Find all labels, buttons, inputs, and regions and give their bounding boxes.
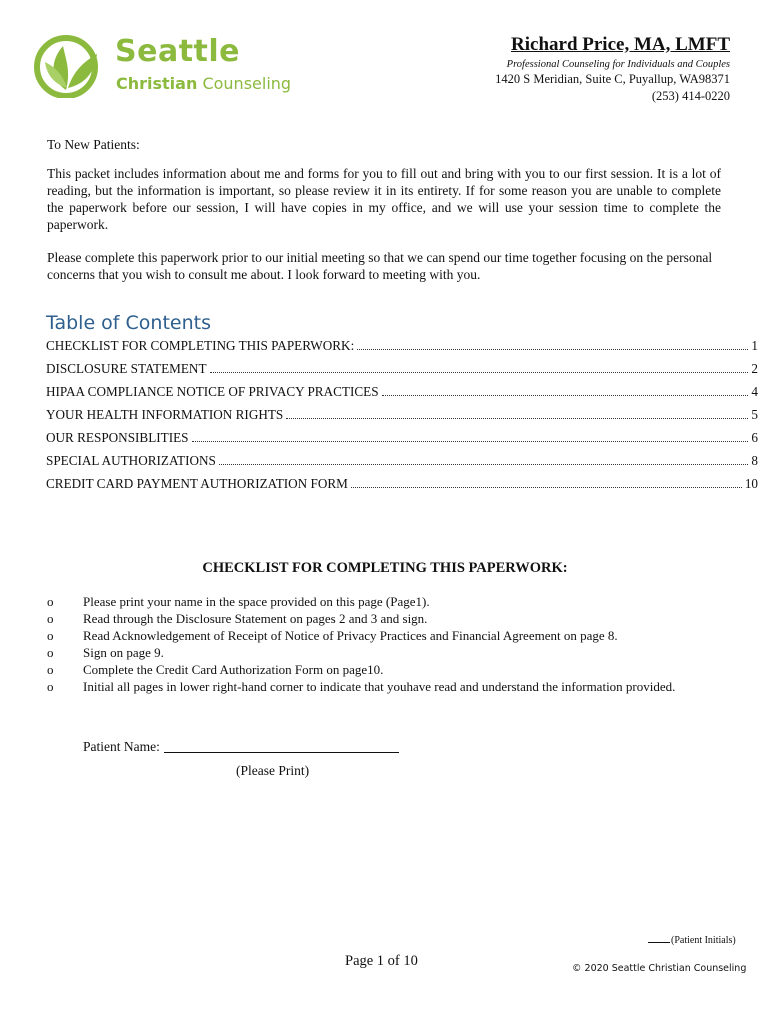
toc-entry-label: DISCLOSURE STATEMENT bbox=[46, 361, 207, 376]
toc-entry[interactable] bbox=[46, 453, 758, 476]
please-print-note: (Please Print) bbox=[236, 763, 310, 778]
checklist-item bbox=[47, 644, 727, 661]
toc-leader bbox=[351, 487, 742, 488]
toc-entry-label: HIPAA COMPLIANCE NOTICE OF PRIVACY PRACTICES bbox=[46, 384, 379, 399]
logo-subtitle-regular: Counseling bbox=[202, 74, 292, 93]
checklist-item-text: Initial all pages in lower right-hand corner to indicate that youhave read and understand the information provided. bbox=[83, 679, 676, 694]
toc-entry-page: 8 bbox=[751, 453, 758, 468]
intro-paragraph-1: This packet includes information about me and forms for you to fill out and bring with you to our first session. It is a lot of reading, but the information is important, so please review it in its entirety. If for some reason you are unable to complete the paperwork before our session, I will have copies in my office, and we will use your session time to complete the paperwork. bbox=[47, 166, 721, 232]
toc-entry-page: 4 bbox=[751, 384, 758, 399]
checklist-item bbox=[47, 661, 727, 678]
table-of-contents bbox=[46, 338, 758, 499]
checklist-item-text: Complete the Credit Card Authorization Form on page10. bbox=[83, 662, 384, 677]
bullet-icon: o bbox=[47, 594, 54, 609]
toc-entry-label: CREDIT CARD PAYMENT AUTHORIZATION FORM bbox=[46, 476, 348, 491]
toc-leader bbox=[219, 464, 749, 465]
logo-title: Seattle bbox=[115, 34, 241, 69]
checklist-title: CHECKLIST FOR COMPLETING THIS PAPERWORK: bbox=[202, 560, 568, 576]
toc-entry-page: 1 bbox=[751, 338, 758, 353]
patient-name-label: Patient Name: bbox=[83, 739, 160, 754]
toc-entry-page: 6 bbox=[751, 430, 758, 445]
checklist-item-text: Sign on page 9. bbox=[83, 645, 164, 660]
intro-paragraph-2: Please complete this paperwork prior to our initial meeting so that we can spend our time together focusing on the personal concerns that you wish to consult me about. I look forward to meeting with you. bbox=[47, 250, 713, 282]
toc-leader bbox=[286, 418, 748, 419]
toc-entry[interactable] bbox=[46, 338, 758, 361]
checklist-item bbox=[47, 627, 727, 644]
letterhead bbox=[370, 34, 730, 104]
leaf-logo-icon bbox=[33, 32, 103, 98]
checklist-item bbox=[47, 678, 727, 695]
toc-leader bbox=[210, 372, 749, 373]
toc-entry[interactable] bbox=[46, 384, 758, 407]
address: 1420 S Meridian, Suite C, Puyallup, WA98371 bbox=[495, 72, 730, 86]
copyright: © 2020 Seattle Christian Counseling bbox=[572, 963, 747, 974]
bullet-icon: o bbox=[47, 645, 54, 660]
checklist-item bbox=[47, 610, 727, 627]
tagline: Professional Counseling for Individuals and Couples bbox=[506, 59, 730, 70]
toc-entry-label: YOUR HEALTH INFORMATION RIGHTS bbox=[46, 407, 284, 422]
bullet-icon: o bbox=[47, 628, 54, 643]
logo-subtitle-bold: Christian bbox=[116, 74, 198, 93]
bullet-icon: o bbox=[47, 679, 54, 694]
therapist-name: Richard Price, MA, LMFT bbox=[511, 34, 730, 55]
phone: (253) 414-0220 bbox=[651, 89, 730, 103]
greeting: To New Patients: bbox=[47, 137, 140, 152]
toc-leader bbox=[192, 441, 749, 442]
initials-field[interactable] bbox=[648, 942, 670, 943]
toc-leader bbox=[357, 349, 748, 350]
toc-entry[interactable] bbox=[46, 476, 758, 499]
toc-entry-page: 2 bbox=[751, 361, 758, 376]
toc-entry-page: 10 bbox=[744, 476, 758, 491]
checklist-item-text: Read Acknowledgement of Receipt of Notice of Privacy Practices and Financial Agreement on page 8. bbox=[83, 628, 618, 643]
checklist-item-text: Read through the Disclosure Statement on pages 2 and 3 and sign. bbox=[83, 611, 428, 626]
toc-entry-page: 5 bbox=[751, 407, 758, 422]
toc-entry[interactable] bbox=[46, 430, 758, 453]
page-number: Page 1 of 10 bbox=[345, 953, 418, 969]
checklist-item-text: Please print your name in the space provided on this page (Page1). bbox=[83, 594, 430, 609]
patient-name-field[interactable] bbox=[164, 752, 399, 753]
bullet-icon: o bbox=[47, 662, 54, 677]
toc-title: Table of Contents bbox=[46, 312, 211, 334]
toc-entry[interactable] bbox=[46, 407, 758, 430]
patient-initials bbox=[648, 935, 736, 946]
logo bbox=[33, 32, 323, 98]
toc-entry[interactable] bbox=[46, 361, 758, 384]
toc-entry-label: CHECKLIST FOR COMPLETING THIS PAPERWORK: bbox=[46, 338, 355, 353]
logo-subtitle bbox=[116, 74, 291, 93]
checklist-item bbox=[47, 593, 727, 610]
initials-label: (Patient Initials) bbox=[671, 935, 736, 946]
toc-entry-label: OUR RESPONSIBLITIES bbox=[46, 430, 189, 445]
checklist bbox=[47, 593, 727, 695]
bullet-icon: o bbox=[47, 611, 54, 626]
toc-entry-label: SPECIAL AUTHORIZATIONS bbox=[46, 453, 216, 468]
toc-leader bbox=[382, 395, 749, 396]
